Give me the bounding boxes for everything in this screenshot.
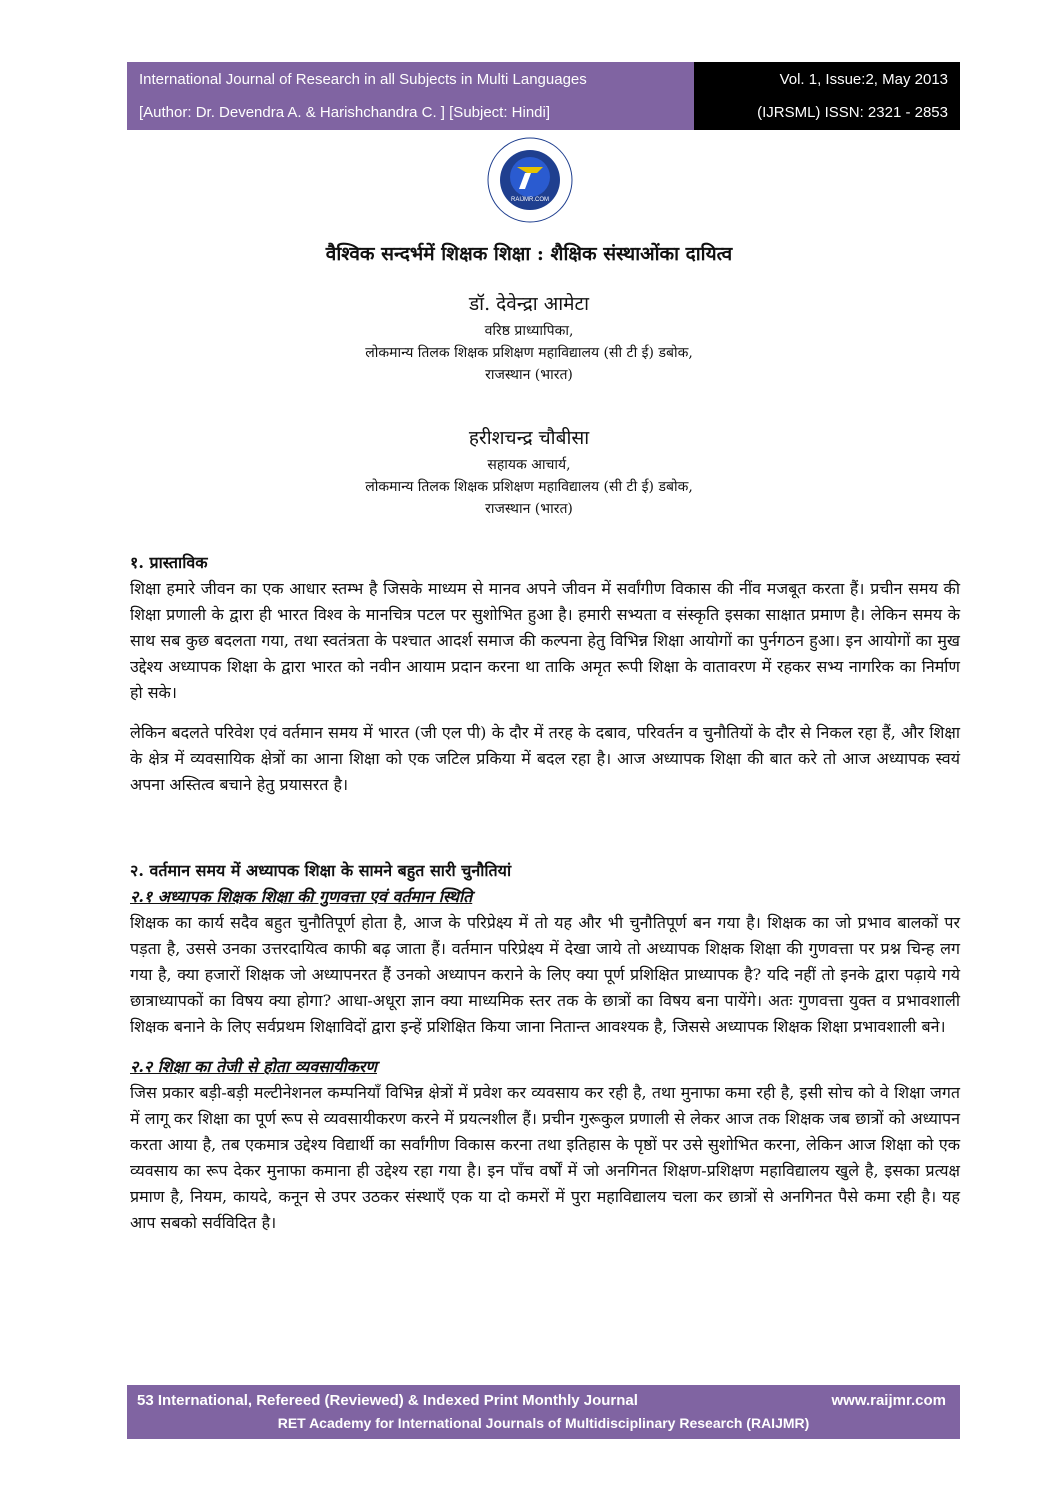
journal-footer	[127, 1385, 960, 1439]
author-subject-line: [Author: Dr. Devendra A. & Harishchandra C. ] [Subject: Hindi]	[139, 104, 551, 121]
author-1-place: राजस्थान (भारत)	[485, 367, 573, 383]
paper-title: वैश्विक सन्दर्भमें शिक्षक शिक्षा : शैक्षिक संस्थाओंका दायित्व	[325, 243, 733, 265]
author-2-institute: लोकमान्य तिलक शिक्षक प्रशिक्षण महाविद्यालय (सी टी ई) डबोक,	[365, 479, 693, 495]
section-2	[130, 858, 960, 1236]
author-2-designation: सहायक आचार्य,	[487, 457, 571, 473]
author-block-1	[0, 290, 1058, 386]
section-1-heading: १. प्रास्ताविक	[130, 553, 208, 572]
subsection-2-2-heading: २.२ शिक्षा का तेजी से होता व्यवसायीकरण	[130, 1057, 377, 1076]
author-block-2	[0, 424, 1058, 520]
footer-page-journal: 53 International, Refereed (Reviewed) & Indexed Print Monthly Journal	[137, 1392, 638, 1409]
paragraph-2: लेकिन बदलते परिवेश एवं वर्तमान समय में भारत (जी एल पी) के दौर में तरह के दबाव, परिवर्तन व चुनौतियों के दौर से निकल रहा हैं, और शिक्षा के क्षेत्र में व्यवसायिक क्षेत्रों का आना शिक्षा को एक जटिल प्रकिया में बदल रहा है। आज अध्यापक शिक्षा की बात करे तो आज अध्यापक स्वयं अपना अस्तित्व बचाने हेतु प्रयासरत है।	[130, 723, 960, 794]
paragraph-4: जिस प्रकार बड़ी-बड़ी मल्टीनेशनल कम्पनियाँ विभिन्न क्षेत्रों में प्रवेश कर व्यवसाय कर रही है, तथा मुनाफा कमा रही है, इसी सोच को वे शिक्षा जगत में लागू कर शिक्षा का पूर्ण रूप से व्यवसायीकरण करने में प्रयत्नशील हैं। प्रचीन गुरूकुल प्रणाली से लेकर आज तक शिक्षक जब छात्रों को अध्यापन करता आया है, तब एकमात्र उद्देश्य विद्यार्थी का सर्वांगीण विकास करना तथा इतिहास के पृष्ठों पर उसे सुशोभित करना, लेकिन आज शिक्षा को एक व्यवसाय का रूप देकर मुनाफा कमाना ही उद्देश्य रहा गया है। इन पाँच वर्षों में जो अनगिनत शिक्षण-प्रशिक्षण महाविद्यालय खुले है, इसका प्रत्यक्ष प्रमाण है, नियम, कायदे, कनून से उपर उठकर संस्थाएँ एक या दो कमरों में पुरा महाविद्यालय चला कर छात्रों से अनगिनत पैसे कमा रही है। यह आप सबको सर्वविदित है।	[130, 1083, 960, 1232]
footer-publisher: RET Academy for International Journals of Multidisciplinary Research (RAIJMR)	[277, 1415, 810, 1431]
header-left-panel	[127, 62, 694, 130]
author-2-name: हरीशचन्द्र चौबीसा	[468, 427, 590, 449]
paragraph-3: शिक्षक का कार्य सदैव बहुत चुनौतिपूर्ण होता है, आज के परिप्रेक्ष्य में तो यह और भी चुनौतिपूर्ण बन गया है। शिक्षक का जो प्रभाव बालकों पर पड़ता है, उससे उनका उत्तरदायित्व काफी बढ़ जाता हैं। वर्तमान परिप्रेक्ष्य में देखा जाये तो अध्यापक शिक्षक शिक्षा की गुणवत्ता पर प्रश्न चिन्ह लग गया है, क्या हजारों शिक्षक जो अध्यापनरत हैं उनको अध्यापन कराने के लिए क्या पूर्ण प्रशिक्षित प्राध्यापक है? यदि नहीं तो इनके द्वारा पढ़ाये गये छात्राध्यापकों का विषय क्या होगा? आधा-अधूरा ज्ञान क्या माध्यमिक स्तर तक के छात्रों का विषय बना पायेंगे। अतः गुणवत्ता युक्त व प्रभावशाली शिक्षक बनाने के लिए सर्वप्रथम शिक्षाविदों द्वारा इन्हें प्रशिक्षित किया जाना नितान्त आवश्यक है, जिससे अध्यापक शिक्षक शिक्षा प्रभावशाली बने।	[130, 913, 960, 1036]
journal-header	[127, 62, 960, 130]
paragraph-1: शिक्षा हमारे जीवन का एक आधार स्तम्भ है जिसके माध्यम से मानव अपने जीवन में सर्वांगीण विकास की नींव मजबूत करता हैं। प्रचीन समय की शिक्षा प्रणाली के द्वारा ही भारत विश्व के मानचित्र पटल पर सुशोभित हुआ है। हमारी सभ्यता व संस्कृति इसका साक्षात प्रमाण है। लेकिन समय के साथ सब कुछ बदलता गया, तथा स्वतंत्रता के पश्चात आदर्श समाज की कल्पना हेतु विभिन्न शिक्षा आयोगों का पुर्नगठन हुआ। इन आयोगों का मुख उद्देश्य अध्यापक शिक्षा के द्वारा भारत को नवीन आयाम प्रदान करना था ताकि अमृत रूपी शिक्षा के वातावरण में रहकर सभ्य नागरिक का निर्माण हो सके।	[130, 579, 960, 702]
header-right-panel	[694, 62, 960, 130]
subsection-2-1-heading: २.१ अध्यापक शिक्षक शिक्षा की गुणवत्ता एवं वर्तमान स्थिति	[130, 887, 473, 906]
section-1	[130, 550, 960, 798]
author-1-name: डॉ. देवेन्द्रा आमेटा	[468, 293, 590, 315]
author-2-place: राजस्थान (भारत)	[485, 501, 573, 517]
section-2-heading: २. वर्तमान समय में अध्यापक शिक्षा के सामने बहुत सारी चुनौतियां	[130, 861, 512, 880]
journal-name: International Journal of Research in all Subjects in Multi Languages	[139, 71, 587, 88]
issn: (IJRSML) ISSN: 2321 - 2853	[757, 104, 948, 121]
volume-issue: Vol. 1, Issue:2, May 2013	[779, 71, 948, 88]
logo-text: RAIJMR.COM	[511, 197, 549, 203]
footer-website-link[interactable]: www.raijmr.com	[831, 1392, 946, 1409]
author-1-institute: लोकमान्य तिलक शिक्षक प्रशिक्षण महाविद्यालय (सी टी ई) डबोक,	[365, 345, 693, 361]
author-1-designation: वरिष्ठ प्राध्यापिका,	[484, 323, 574, 339]
raijmr-logo-icon	[487, 137, 573, 223]
